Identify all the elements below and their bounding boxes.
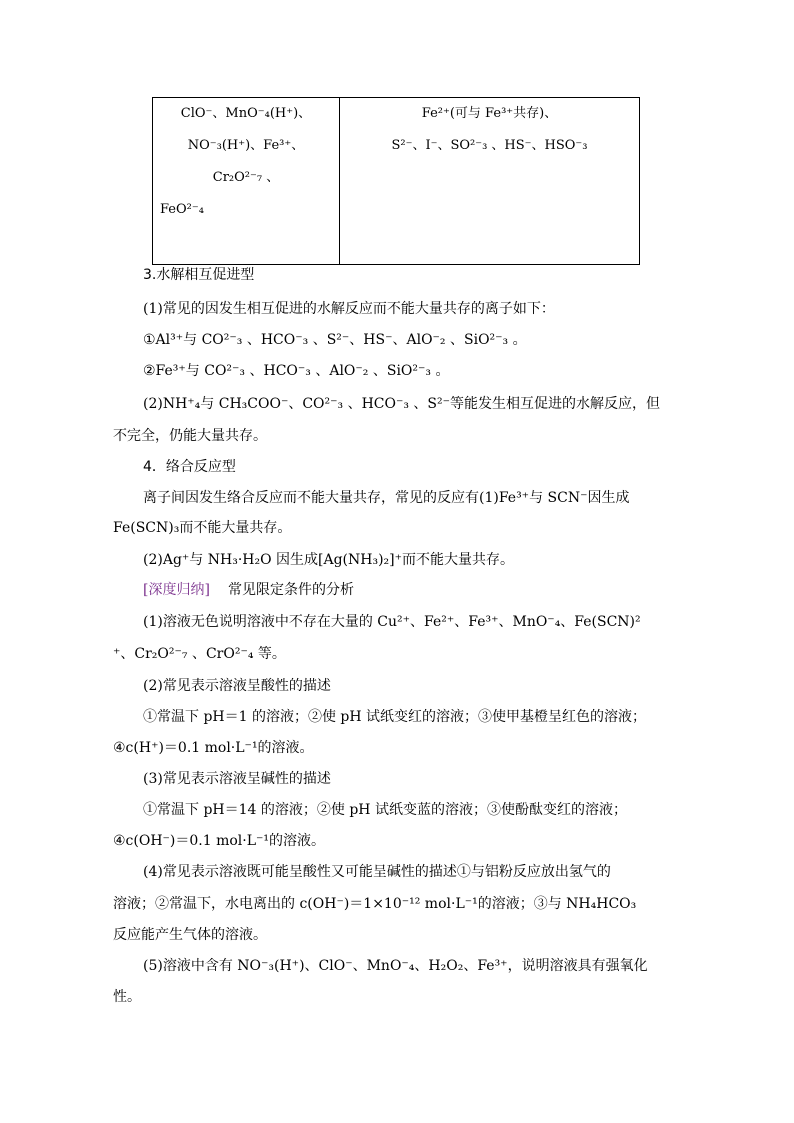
paragraph-line: (5)溶液中含有 NO⁻₃(H⁺)、ClO⁻、MnO⁻₄、H₂O₂、Fe³⁺，说明溶液具有强氧化 bbox=[143, 958, 648, 974]
paragraph-line: (1)溶液无色说明溶液中不存在大量的 Cu²⁺、Fe²⁺、Fe³⁺、MnO⁻₄、Fe(SCN)² bbox=[143, 614, 641, 630]
reducing-ions-cell bbox=[340, 98, 640, 265]
section-heading: 3.水解相互促进型 bbox=[143, 267, 255, 283]
subsection-title: 常见限定条件的分析 bbox=[228, 582, 354, 598]
table-cell-line: S²⁻、I⁻、SO²⁻₃ 、HS⁻、HSO⁻₃ bbox=[391, 138, 588, 153]
paragraph-line: 反应能产生气体的溶液。 bbox=[113, 927, 267, 943]
oxidant-reductant-table bbox=[152, 97, 640, 265]
table-cell-line: ClO⁻、MnO⁻₄(H⁺)、 bbox=[180, 106, 312, 121]
paragraph-line: ⁺、Cr₂O²⁻₇ 、CrO²⁻₄ 等。 bbox=[113, 646, 286, 662]
paragraph-line: ①常温下 pH＝14 的溶液；②使 pH 试纸变蓝的溶液；③使酚酞变红的溶液； bbox=[143, 802, 627, 818]
paragraph-line: 离子间因发生络合反应而不能大量共存，常见的反应有(1)Fe³⁺与 SCN⁻因生成 bbox=[143, 490, 630, 506]
paragraph-line: (2)常见表示溶液呈酸性的描述 bbox=[143, 678, 331, 694]
table-cell-line: FeO²⁻₄ bbox=[160, 202, 204, 217]
paragraph-line: (2)NH⁺₄与 CH₃COO⁻、CO²⁻₃ 、HCO⁻₃ 、S²⁻等能发生相互促进的水解反应，但 bbox=[143, 396, 661, 412]
table-row bbox=[153, 98, 640, 265]
oxidizing-ions-cell bbox=[153, 98, 340, 265]
paragraph-line: 溶液；②常温下，水电离出的 c(OH⁻)＝1×10⁻¹² mol·L⁻¹的溶液；③与 NH₄HCO₃ bbox=[113, 896, 637, 912]
paragraph-line: 性。 bbox=[113, 989, 141, 1005]
paragraph-line: (1)常见的因发生相互促进的水解反应而不能大量共存的离子如下： bbox=[143, 301, 555, 317]
deep-summary-tag: [深度归纳] bbox=[143, 582, 210, 598]
paragraph-line: ②Fe³⁺与 CO²⁻₃ 、HCO⁻₃ 、AlO⁻₂ 、SiO²⁻₃ 。 bbox=[143, 363, 450, 379]
table-cell-line: Fe²⁺(可与 Fe³⁺共存)、 bbox=[421, 106, 558, 121]
table-cell-line: NO⁻₃(H⁺)、Fe³⁺、 bbox=[187, 138, 305, 153]
paragraph-line: ①常温下 pH＝1 的溶液；②使 pH 试纸变红的溶液；③使甲基橙呈红色的溶液； bbox=[143, 709, 647, 725]
table-cell-line: Cr₂O²⁻₇ 、 bbox=[212, 170, 280, 185]
paragraph-line: ①Al³⁺与 CO²⁻₃ 、HCO⁻₃ 、S²⁻、HS⁻、AlO⁻₂ 、SiO²⁻₃ 。 bbox=[143, 332, 527, 348]
section-heading: 4．络合反应型 bbox=[143, 459, 236, 475]
paragraph-line: Fe(SCN)₃而不能大量共存。 bbox=[113, 520, 292, 536]
paragraph-line: ④c(H⁺)＝0.1 mol·L⁻¹的溶液。 bbox=[113, 740, 314, 756]
paragraph-line: ④c(OH⁻)＝0.1 mol·L⁻¹的溶液。 bbox=[113, 833, 326, 849]
paragraph-line: (3)常见表示溶液呈碱性的描述 bbox=[143, 771, 331, 787]
paragraph-line: (4)常见表示溶液既可能呈酸性又可能呈碱性的描述①与铝粉反应放出氢气的 bbox=[143, 864, 611, 880]
paragraph-line: (2)Ag⁺与 NH₃·H₂O 因生成[Ag(NH₃)₂]⁺而不能大量共存。 bbox=[143, 552, 515, 568]
paragraph-line: 不完全，仍能大量共存。 bbox=[113, 428, 267, 444]
